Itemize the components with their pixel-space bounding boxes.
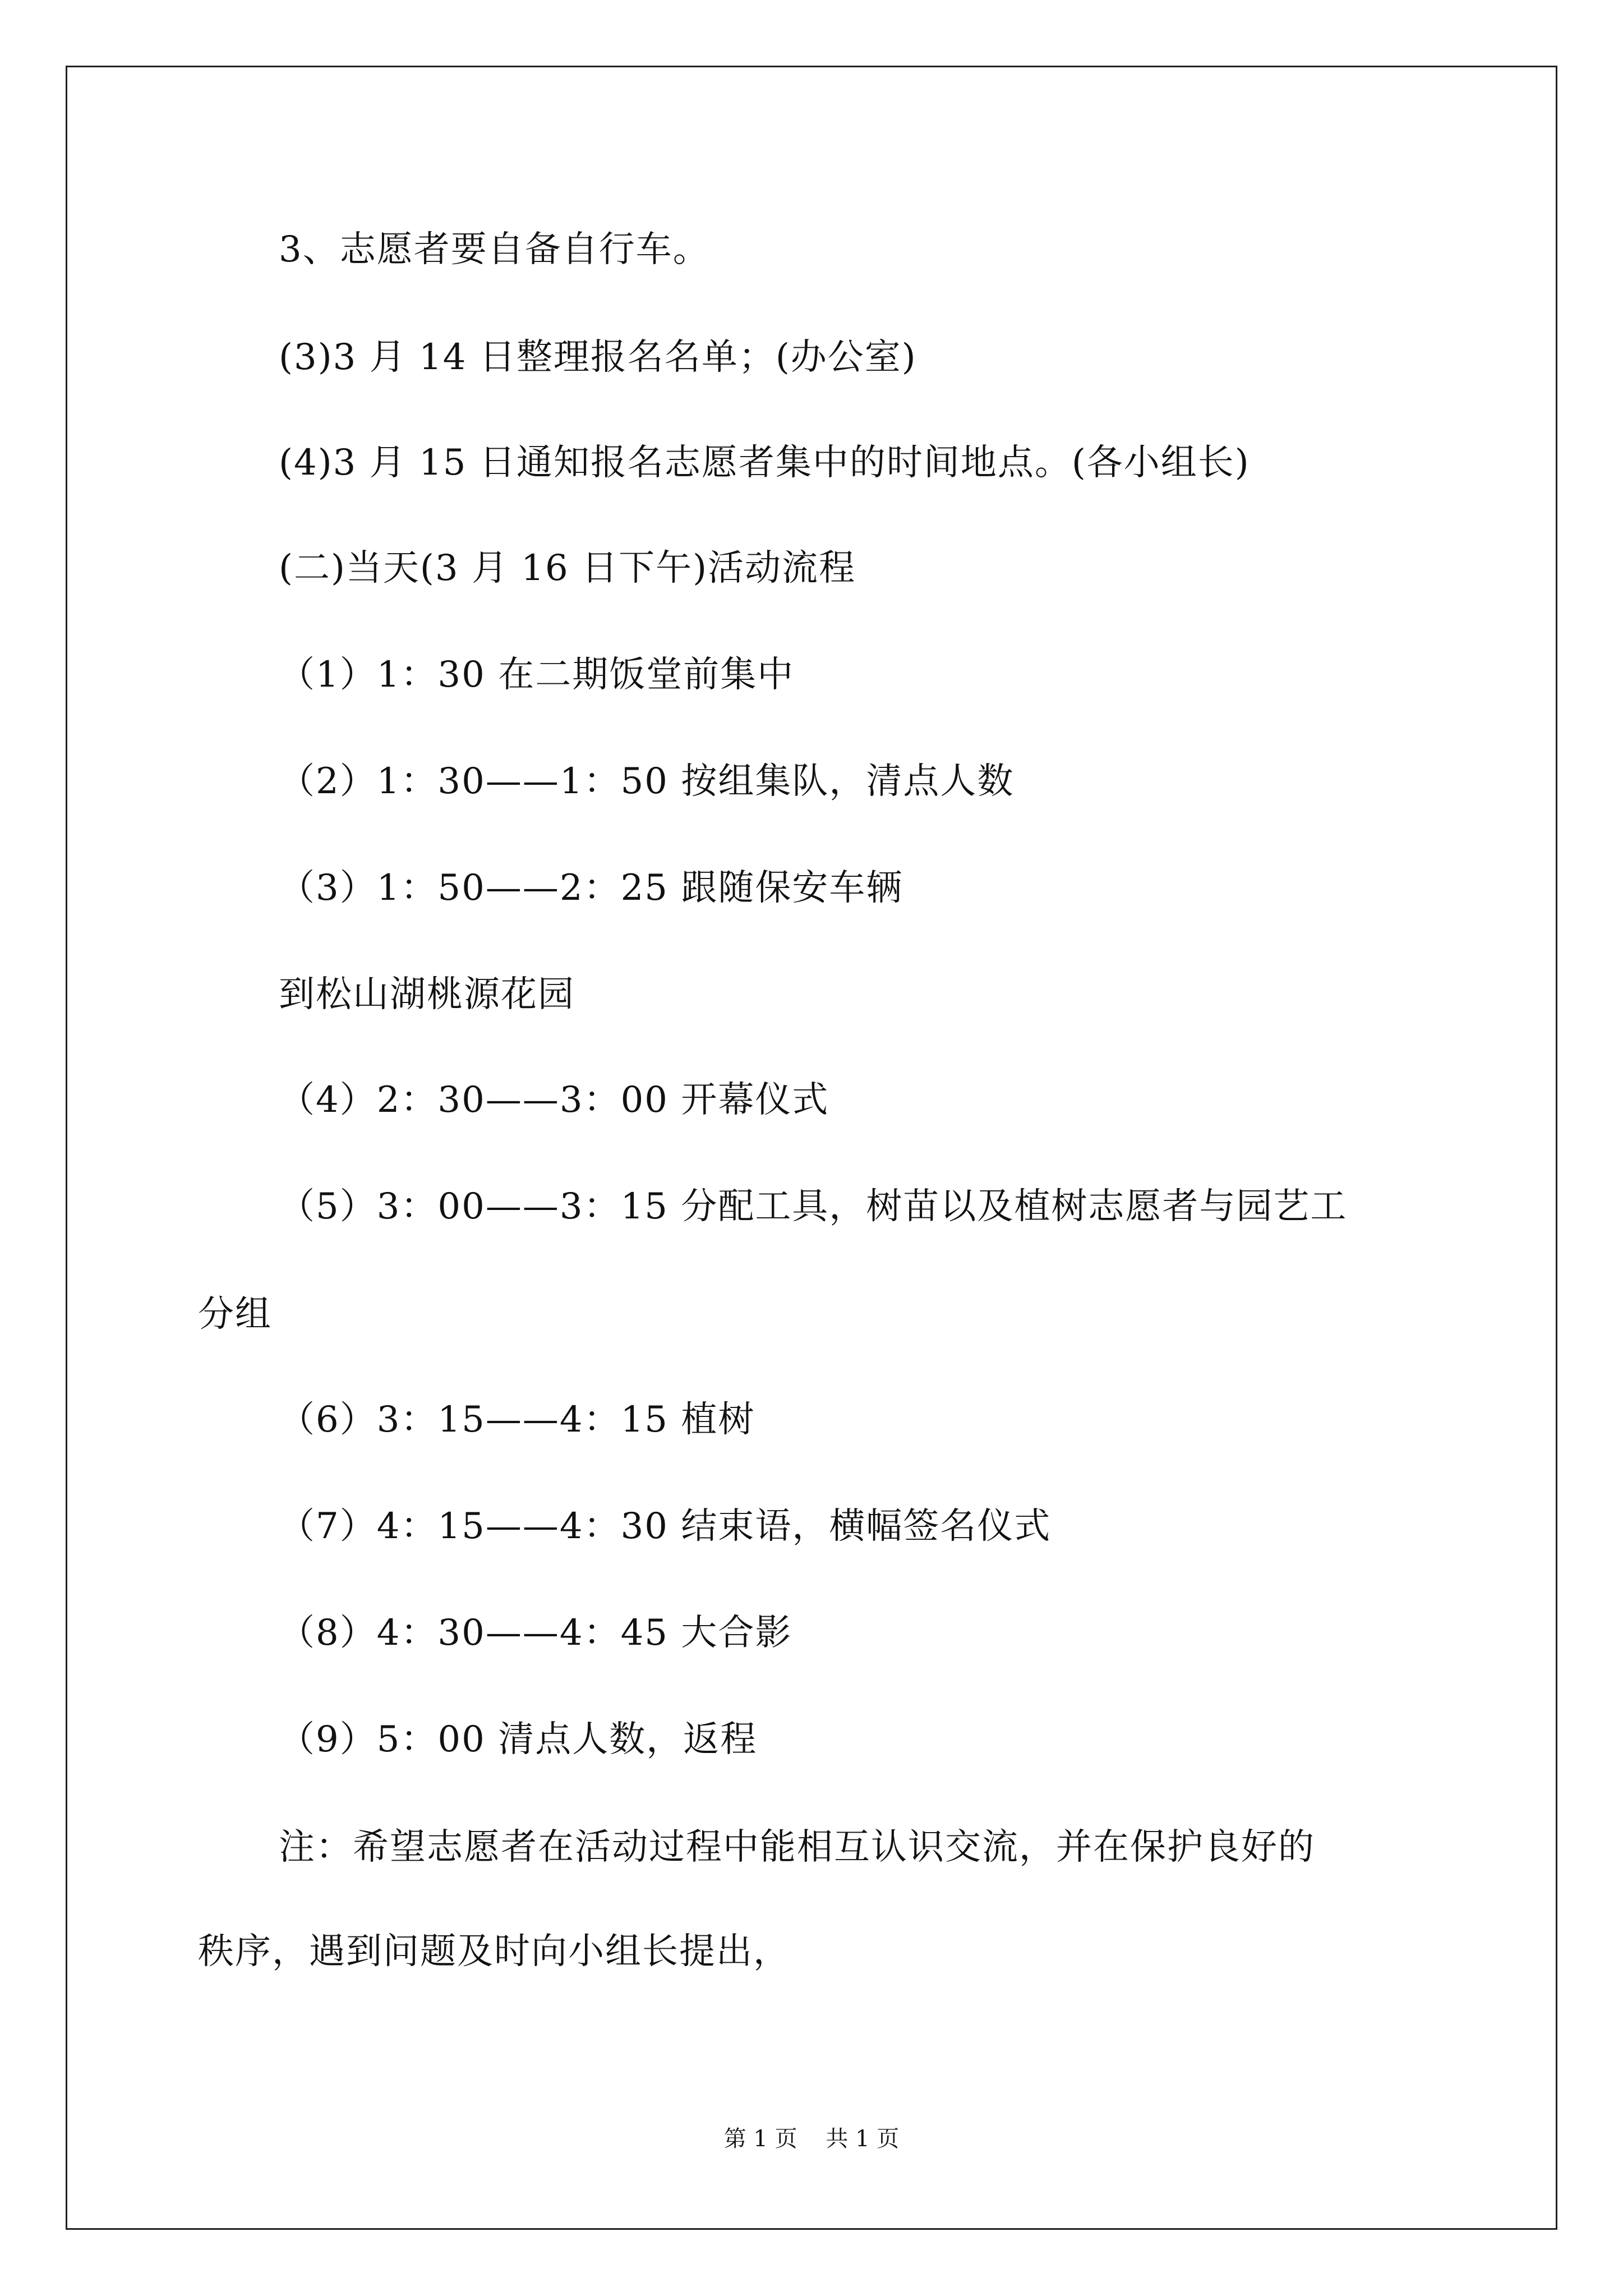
text-line: (4)3 月 15 日通知报名志愿者集中的时间地点。(各小组长) <box>279 442 1250 484</box>
text-line: 注：希望志愿者在活动过程中能相互认识交流，并在保护良好的 <box>279 1826 1315 1868</box>
text-line: 到松山湖桃源花园 <box>279 974 575 1015</box>
text-line: （5）3：00——3：15 分配工具，树苗以及植树志愿者与园艺工 <box>279 1186 1348 1227</box>
text-line: （1）1：30 在二期饭堂前集中 <box>279 654 795 696</box>
text-line: (二)当天(3 月 16 日下午)活动流程 <box>279 547 856 589</box>
page-border <box>66 66 1557 2230</box>
text-line: （9）5：00 清点人数，返程 <box>279 1719 758 1760</box>
text-line: (3)3 月 14 日整理报名名单；(办公室) <box>279 337 917 378</box>
text-line: （7）4：15——4：30 结束语，横幅签名仪式 <box>279 1506 1052 1547</box>
text-line: （2）1：30——1：50 按组集队，清点人数 <box>279 761 1015 802</box>
page-number-footer: 第 1 页 共 1 页 <box>723 2126 900 2152</box>
text-line: 分组 <box>198 1294 272 1335</box>
text-line: （3）1：50——2：25 跟随保安车辆 <box>279 867 903 909</box>
text-line: 秩序，遇到问题及时向小组长提出， <box>198 1931 790 1972</box>
text-line: 3、志愿者要自备自行车。 <box>279 229 710 270</box>
text-line: （6）3：15——4：15 植树 <box>279 1399 755 1441</box>
text-line: （8）4：30——4：45 大合影 <box>279 1612 792 1654</box>
text-line: （4）2：30——3：00 开幕仪式 <box>279 1079 829 1121</box>
